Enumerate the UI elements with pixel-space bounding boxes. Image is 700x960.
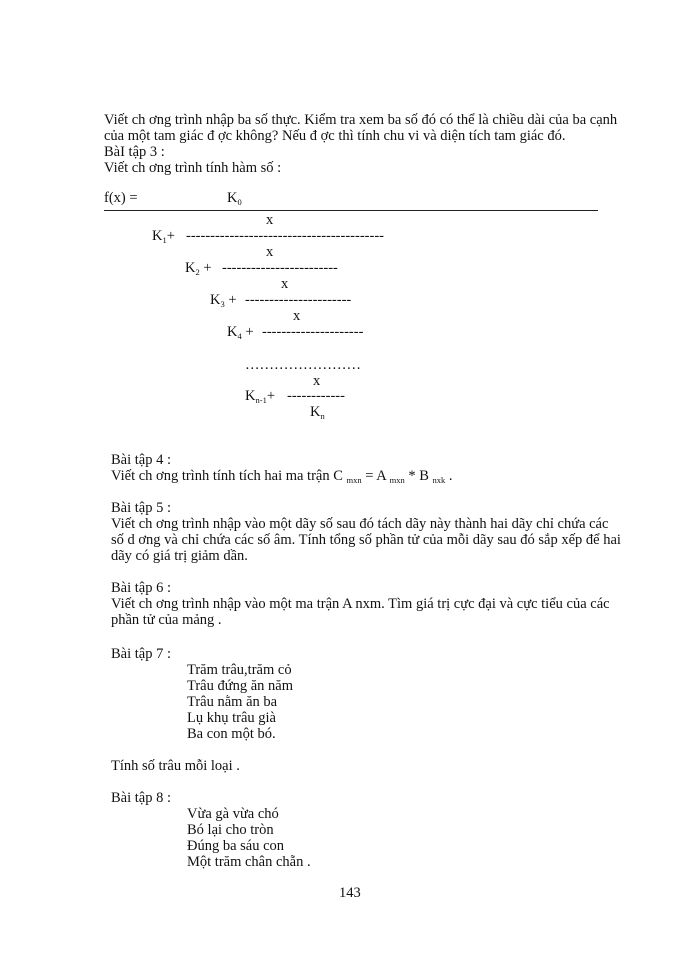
exercise-6-title: Bài tập 6 : bbox=[111, 580, 172, 596]
fraction-bar-1: ----------------------------------------- bbox=[186, 228, 384, 244]
poem-8-line-2: Bó lại cho tròn bbox=[187, 822, 274, 838]
main-fraction-bar bbox=[104, 210, 598, 211]
term-k3: $K_3$ + bbox=[210, 292, 237, 309]
intro-line-2: của một tam giác đ ợc không? Nếu đ ợc thì tính chu vi và diện tích tam giác đó. bbox=[104, 128, 566, 144]
x-5: x bbox=[313, 373, 321, 389]
fraction-bar-3: ---------------------- bbox=[245, 292, 352, 308]
numerator-k0: $K_0$ bbox=[227, 190, 242, 207]
page-number: 143 bbox=[339, 885, 361, 901]
x-1: x bbox=[266, 212, 274, 228]
ellipsis-dots: …………………… bbox=[245, 357, 361, 373]
poem-7-line-2: Trâu đứng ăn năm bbox=[187, 678, 293, 694]
x-3: x bbox=[281, 276, 289, 292]
exercise-3-title: BàI tập 3 : bbox=[104, 144, 165, 160]
exercise-4-text: Viết ch ơng trình tính tích hai ma trận C $_{mxn}$ = A $_{mxn}$ * B $_{nxk}$ . bbox=[111, 468, 453, 485]
intro-line-1: Viết ch ơng trình nhập ba số thực. Kiểm tra xem ba số đó có thể là chiều dài của ba cạnh bbox=[104, 112, 618, 128]
poem-7-line-1: Trăm trâu,trăm cỏ bbox=[187, 662, 292, 678]
x-2: x bbox=[266, 244, 274, 260]
exercise-5-line-1: Viết ch ơng trình nhập vào một dãy số sau đó tách dãy này thành hai dãy chỉ chứa các bbox=[111, 516, 609, 532]
exercise-4-title: Bài tập 4 : bbox=[111, 452, 172, 468]
exercise-6-line-2: phần tử của mảng . bbox=[111, 612, 222, 628]
exercise-6-line-1: Viết ch ơng trình nhập vào một ma trận A nxm. Tìm giá trị cực đại và cực tiểu của các bbox=[111, 596, 610, 612]
poem-7-line-3: Trâu nằm ăn ba bbox=[187, 694, 278, 710]
term-kn: $K_n$ bbox=[310, 404, 325, 421]
poem-8-line-4: Một trăm chân chẵn . bbox=[187, 854, 311, 870]
exercise-3-text: Viết ch ơng trình tính hàm số : bbox=[104, 160, 282, 176]
term-k1: $K_1+$ bbox=[152, 228, 175, 245]
exercise-7-task: Tính số trâu mỗi loại . bbox=[111, 758, 240, 774]
x-4: x bbox=[293, 308, 301, 324]
exercise-8-title: Bài tập 8 : bbox=[111, 790, 172, 806]
exercise-7-title: Bài tập 7 : bbox=[111, 646, 172, 662]
term-k2: $K_2$ + bbox=[185, 260, 212, 277]
poem-7-line-4: Lụ khụ trâu già bbox=[187, 710, 276, 726]
exercise-5-title: Bài tập 5 : bbox=[111, 500, 172, 516]
fraction-bar-2: ------------------------ bbox=[222, 260, 338, 276]
poem-8-line-3: Đúng ba sáu con bbox=[187, 838, 285, 854]
exercise-5-line-3: dãy có giá trị giảm dần. bbox=[111, 548, 248, 564]
poem-8-line-1: Vừa gà vừa chó bbox=[187, 806, 279, 822]
exercise-5-line-2: số d ơng và chỉ chứa các số âm. Tính tổng số phần tử của mỗi dãy sau đó sắp xếp để hai bbox=[111, 532, 621, 548]
fraction-bar-4: --------------------- bbox=[262, 324, 364, 340]
fraction-bar-5: ------------ bbox=[287, 388, 345, 404]
term-kn1: $K_{n-1}+$ bbox=[245, 388, 276, 405]
fx-label: f(x) = bbox=[104, 190, 138, 206]
poem-7-line-5: Ba con một bó. bbox=[187, 726, 276, 742]
term-k4: $K_4$ + bbox=[227, 324, 254, 341]
